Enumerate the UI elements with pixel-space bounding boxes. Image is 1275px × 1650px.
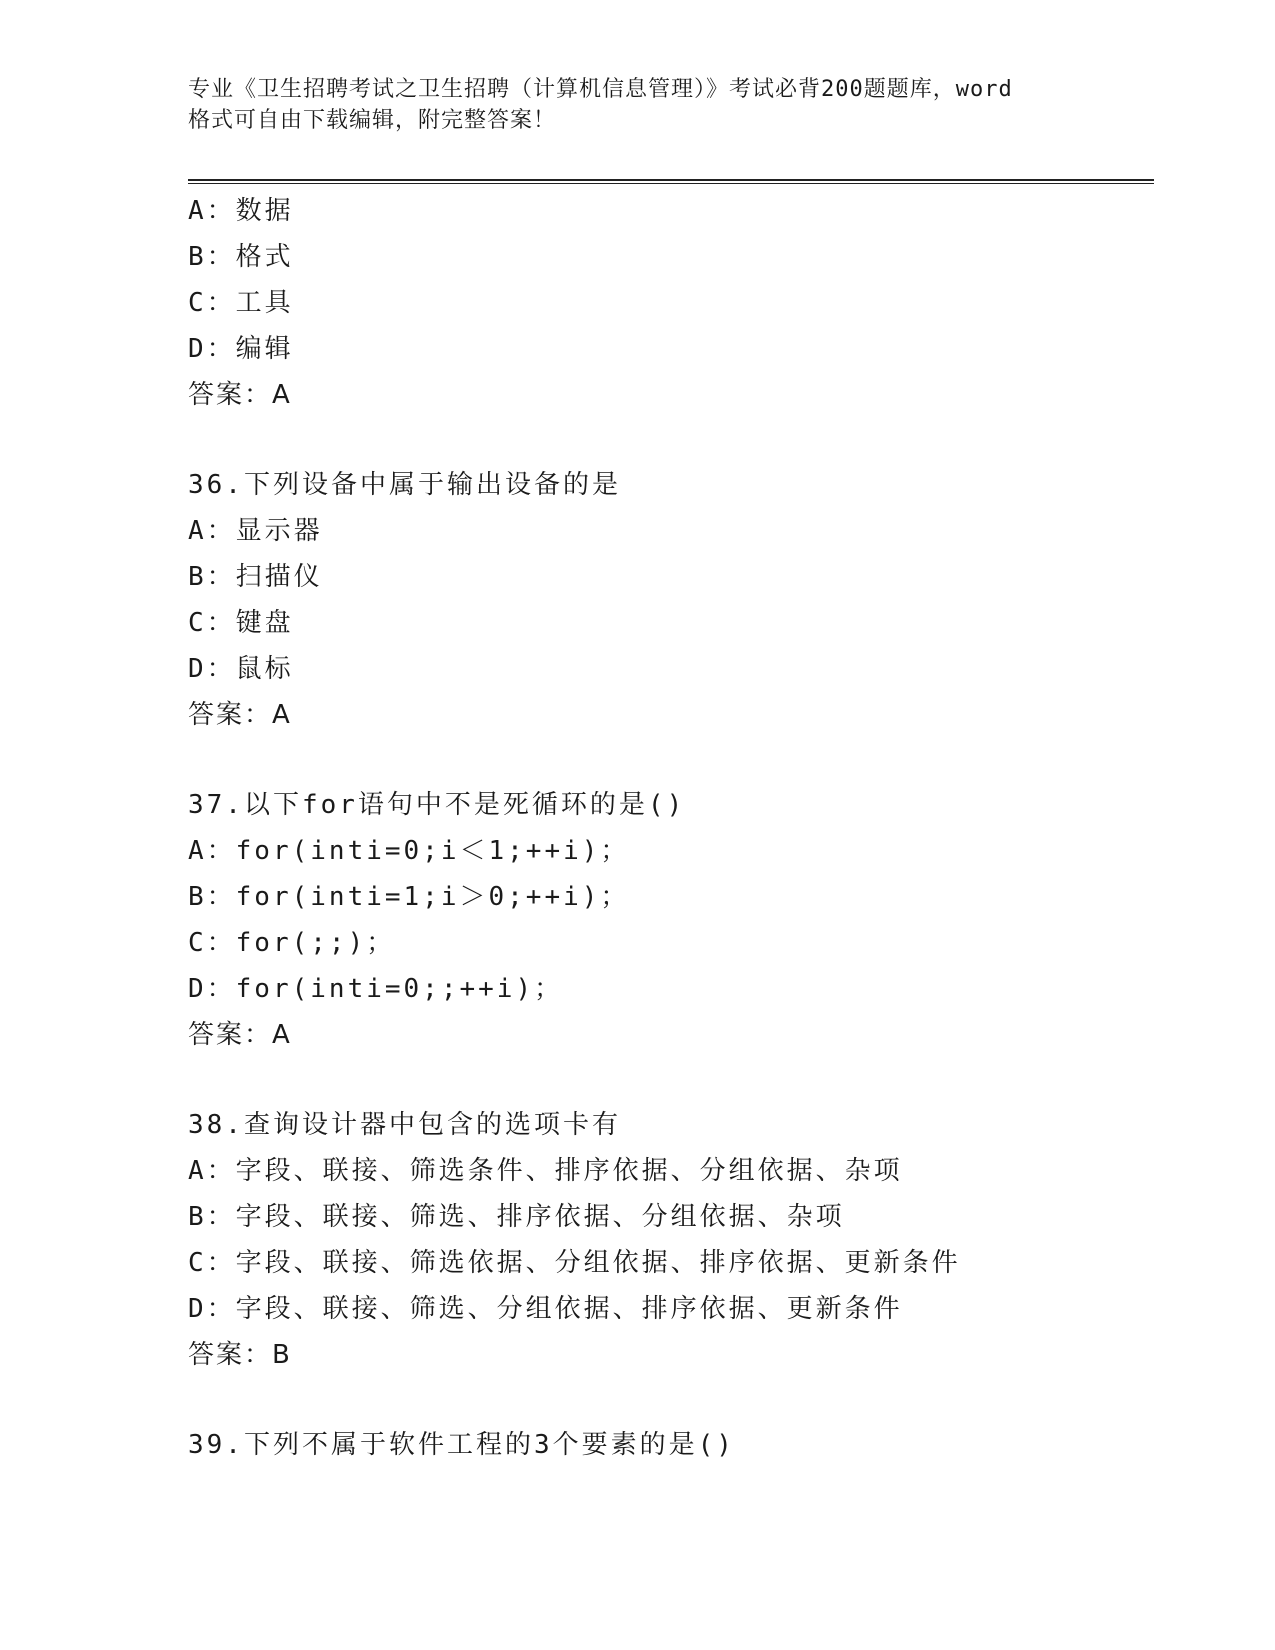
option-c: C：字段、联接、筛选依据、分组依据、排序依据、更新条件	[188, 1248, 961, 1278]
option-c: C：for(;;)；	[188, 928, 396, 958]
option-d: D：字段、联接、筛选、分组依据、排序依据、更新条件	[188, 1294, 903, 1324]
option-b: B：扫描仪	[188, 562, 323, 592]
option-d: D：鼠标	[188, 654, 294, 684]
question-text: 39.下列不属于软件工程的3个要素的是()	[188, 1430, 735, 1460]
option-a: A：数据	[188, 196, 294, 226]
header-rule-thin	[188, 183, 1154, 184]
header-line-1: 专业《卫生招聘考试之卫生招聘（计算机信息管理）》考试必背200题题库，word	[188, 77, 1013, 102]
answer-line: 答案：B	[188, 1340, 292, 1370]
option-a: A：显示器	[188, 516, 323, 546]
question-block-37	[188, 782, 1188, 1058]
option-a: A：for(inti=0;i＜1;++i)；	[188, 836, 630, 866]
question-text: 38.查询设计器中包含的选项卡有	[188, 1110, 621, 1140]
question-text: 36.下列设备中属于输出设备的是	[188, 470, 621, 500]
option-b: B：格式	[188, 242, 294, 272]
question-block-38	[188, 1102, 1188, 1378]
answer-line: 答案：A	[188, 1020, 292, 1050]
option-d: D：编辑	[188, 334, 294, 364]
option-c: C：键盘	[188, 608, 294, 638]
question-block-39	[188, 1422, 1188, 1468]
answer-line: 答案：A	[188, 380, 292, 410]
answer-line: 答案：A	[188, 700, 292, 730]
option-c: C：工具	[188, 288, 294, 318]
question-list	[188, 188, 1188, 1468]
option-d: D：for(inti=0;;++i)；	[188, 974, 564, 1004]
document-header	[188, 74, 1108, 136]
question-text: 37.以下for语句中不是死循环的是()	[188, 790, 686, 820]
question-block-36	[188, 462, 1188, 738]
header-rule-thick	[188, 179, 1154, 181]
option-a: A：字段、联接、筛选条件、排序依据、分组依据、杂项	[188, 1156, 903, 1186]
header-line-2: 格式可自由下载编辑，附完整答案！	[188, 108, 557, 133]
option-b: B：for(inti=1;i＞0;++i)；	[188, 882, 630, 912]
option-b: B：字段、联接、筛选、排序依据、分组依据、杂项	[188, 1202, 845, 1232]
question-block-35	[188, 188, 1188, 418]
